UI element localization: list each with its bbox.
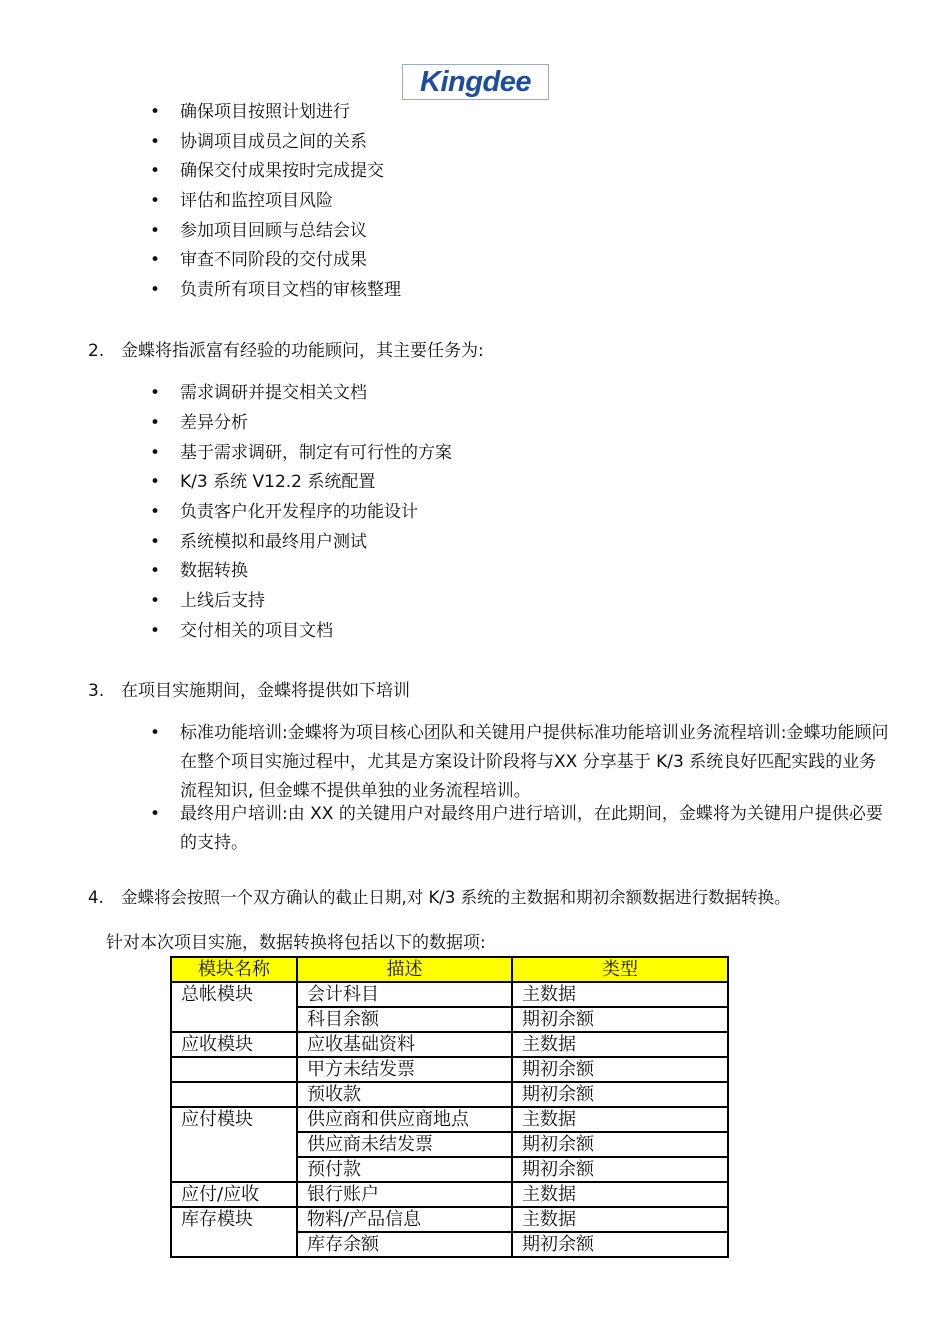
type-cell: 期初余额 <box>512 1082 728 1107</box>
bullet-icon: • <box>150 804 161 824</box>
bullet-icon: • <box>150 502 161 522</box>
type-cell: 主数据 <box>512 982 728 1007</box>
table-row <box>171 1082 728 1107</box>
bullet-icon: • <box>150 161 161 181</box>
header-cell: 描述 <box>297 957 512 982</box>
table-row <box>171 1032 728 1057</box>
description-cell: 预收款 <box>297 1082 512 1107</box>
description-cell: 银行账户 <box>297 1182 512 1207</box>
bullet-icon: • <box>150 443 161 463</box>
bullet-icon: • <box>150 591 161 611</box>
module-cell: 应付模块 <box>171 1107 297 1132</box>
bullet-icon: • <box>150 102 161 122</box>
paragraph-item: • 最终用户培训:由 XX 的关键用户对最终用户进行培训，在此期间，金蝶将为关键用户提供必要的支持。 <box>180 800 892 858</box>
table-row <box>171 982 728 1007</box>
bullet-icon: • <box>150 280 161 300</box>
data-items-table <box>170 956 729 1258</box>
type-cell: 期初余额 <box>512 1157 728 1182</box>
type-cell: 主数据 <box>512 1182 728 1207</box>
type-cell: 期初余额 <box>512 1132 728 1157</box>
bullet-icon: • <box>150 621 161 641</box>
table-row <box>171 1182 728 1207</box>
module-cell <box>171 1057 297 1082</box>
module-cell <box>171 1082 297 1107</box>
type-cell: 期初余额 <box>512 1057 728 1082</box>
description-cell: 甲方未结发票 <box>297 1057 512 1082</box>
table-intro: 针对本次项目实施，数据转换将包括以下的数据项: <box>106 933 486 953</box>
table-row <box>171 1157 728 1182</box>
table-row <box>171 1132 728 1157</box>
header-cell: 类型 <box>512 957 728 982</box>
description-cell: 会计科目 <box>297 982 512 1007</box>
table-header-row <box>171 957 728 982</box>
description-cell: 供应商和供应商地点 <box>297 1107 512 1132</box>
table-row <box>171 1207 728 1232</box>
bullet-icon: • <box>150 132 161 152</box>
bullet-icon: • <box>150 413 161 433</box>
module-cell <box>171 1007 297 1032</box>
kingdee-logo <box>402 64 549 100</box>
bullet-icon: • <box>150 250 161 270</box>
header-cell: 模块名称 <box>171 957 297 982</box>
description-cell: 预付款 <box>297 1157 512 1182</box>
bullet-icon: • <box>150 723 161 743</box>
description-cell: 库存余额 <box>297 1232 512 1257</box>
bullet-icon: • <box>150 472 161 492</box>
bullet-icon: • <box>150 561 161 581</box>
table-row <box>171 1057 728 1082</box>
table-row <box>171 1232 728 1257</box>
type-cell: 期初余额 <box>512 1007 728 1032</box>
type-cell: 期初余额 <box>512 1232 728 1257</box>
paragraph-item: • 标准功能培训:金蝶将为项目核心团队和关键用户提供标准功能培训业务流程培训:金蝶功能顾问在整个项目实施过程中，尤其是方案设计阶段将与XX 分享基于 K/3 系统良好匹配实践的业务流程知识, 但金蝶不提供单独的业务流程培训。 <box>180 719 892 806</box>
module-cell <box>171 1132 297 1157</box>
description-cell: 物料/产品信息 <box>297 1207 512 1232</box>
description-cell: 应收基础资料 <box>297 1032 512 1057</box>
module-cell <box>171 1232 297 1257</box>
bullet-icon: • <box>150 383 161 403</box>
description-cell: 科目余额 <box>297 1007 512 1032</box>
module-cell: 总帐模块 <box>171 982 297 1007</box>
bullet-icon: • <box>150 532 161 552</box>
module-cell <box>171 1157 297 1182</box>
type-cell: 主数据 <box>512 1032 728 1057</box>
type-cell: 主数据 <box>512 1107 728 1132</box>
bullet-icon: • <box>150 191 161 211</box>
module-cell: 应收模块 <box>171 1032 297 1057</box>
module-cell: 库存模块 <box>171 1207 297 1232</box>
bullet-icon: • <box>150 221 161 241</box>
logo-text: Kingdee <box>420 65 531 98</box>
type-cell: 主数据 <box>512 1207 728 1232</box>
table-row <box>171 1007 728 1032</box>
description-cell: 供应商未结发票 <box>297 1132 512 1157</box>
table-row <box>171 1107 728 1132</box>
module-cell: 应付/应收 <box>171 1182 297 1207</box>
